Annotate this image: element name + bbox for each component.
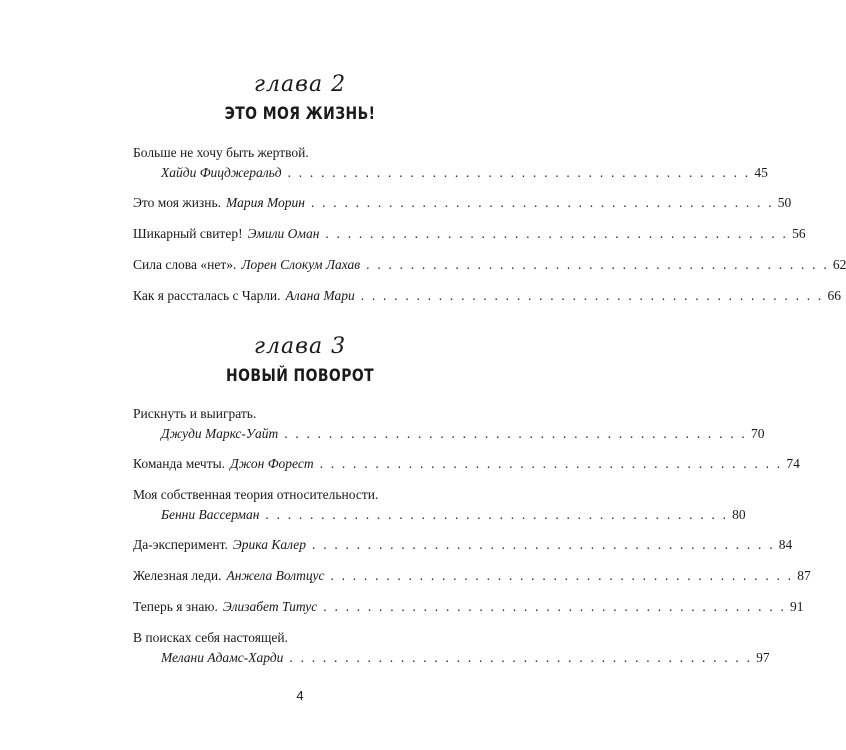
dot-leader: . . . . . . . . . . . . . . . . . . . . . . . . . . . . . . . . . . . . . . . . . . — [330, 568, 794, 583]
entry-author: Джон Форест — [230, 456, 314, 471]
toc-entry[interactable] — [133, 597, 804, 617]
dot-leader: . . . . . . . . . . . . . . . . . . . . . . . . . . . . . . . . . . . . . . . . . . — [360, 288, 824, 303]
toc-entry[interactable] — [133, 193, 792, 213]
entry-title: Больше не хочу быть жертвой. — [133, 145, 309, 160]
toc-entry[interactable] — [133, 535, 793, 555]
entry-page: 84 — [778, 537, 793, 552]
toc-entry[interactable] — [133, 286, 841, 306]
entry-page: 97 — [756, 650, 770, 665]
dot-leader: . . . . . . . . . . . . . . . . . . . . . . . . . . . . . . . . . . . . . . . . . . — [312, 537, 775, 552]
entry-page: 56 — [792, 226, 806, 241]
entry-page: 66 — [827, 288, 841, 303]
entry-title: Команда мечты. — [133, 456, 226, 471]
toc-entry[interactable] — [133, 628, 770, 668]
chapter-3-label: глава 3 — [253, 334, 347, 359]
toc-entry[interactable] — [133, 485, 746, 525]
entry-page: 87 — [797, 568, 811, 583]
entry-author: Хайди Фицджеральд — [161, 165, 282, 180]
entry-title: Сила слова «нет». — [133, 257, 237, 272]
entry-title: Это моя жизнь. — [133, 195, 222, 210]
entry-page: 62 — [832, 257, 846, 272]
entry-title: Да-эксперимент. — [133, 537, 228, 552]
entry-title: Рискнуть и выиграть. — [133, 406, 257, 421]
entry-title: Как я рассталась с Чарли. — [133, 288, 281, 303]
entry-title: Моя собственная теория относительности. — [133, 487, 379, 502]
dot-leader: . . . . . . . . . . . . . . . . . . . . . . . . . . . . . . . . . . . . . . . . . . — [289, 650, 753, 665]
dot-leader: . . . . . . . . . . . . . . . . . . . . . . . . . . . . . . . . . . . . . . . . . . — [311, 195, 774, 210]
entry-author: Анжела Волтцус — [226, 568, 325, 583]
toc-entry[interactable] — [133, 224, 806, 244]
dot-leader: . . . . . . . . . . . . . . . . . . . . . . . . . . . . . . . . . . . . . . . . . . — [319, 456, 783, 471]
entry-title: Железная леди. — [133, 568, 222, 583]
dot-leader: . . . . . . . . . . . . . . . . . . . . . . . . . . . . . . . . . . . . . . . . . . — [284, 426, 747, 441]
entry-page: 70 — [750, 426, 765, 441]
dot-leader: . . . . . . . . . . . . . . . . . . . . . . . . . . . . . . . . . . . . . . . . . . — [366, 257, 829, 272]
entry-page: 50 — [777, 195, 792, 210]
entry-page: 74 — [786, 456, 800, 471]
entry-author: Элизабет Титус — [222, 599, 318, 614]
toc-entry[interactable] — [133, 566, 811, 586]
entry-author: Джуди Маркс-Уайт — [161, 426, 279, 441]
entry-author: Эрика Калер — [232, 537, 307, 552]
dot-leader: . . . . . . . . . . . . . . . . . . . . . . . . . . . . . . . . . . . . . . . . . . — [265, 507, 729, 522]
page-number: 4 — [296, 688, 304, 703]
entry-title: Шикарный свитер! — [133, 226, 243, 241]
entry-author: Бенни Вассерман — [161, 507, 260, 522]
toc-entry[interactable] — [133, 404, 765, 444]
entry-author: Лорен Слокум Лахав — [241, 257, 361, 272]
entry-author: Алана Мари — [285, 288, 355, 303]
entry-author: Мария Морин — [226, 195, 305, 210]
entry-page: 45 — [754, 165, 768, 180]
entry-page: 80 — [732, 507, 746, 522]
chapter-2-label: глава 2 — [253, 72, 347, 97]
toc-entry[interactable] — [133, 255, 846, 275]
entry-title: Теперь я знаю. — [133, 599, 218, 614]
entry-author: Эмили Оман — [247, 226, 320, 241]
entry-page: 91 — [790, 599, 804, 614]
toc-entry[interactable] — [133, 454, 800, 474]
entry-author: Мелани Адамс-Харди — [161, 650, 284, 665]
dot-leader: . . . . . . . . . . . . . . . . . . . . . . . . . . . . . . . . . . . . . . . . . . — [325, 226, 789, 241]
dot-leader: . . . . . . . . . . . . . . . . . . . . . . . . . . . . . . . . . . . . . . . . . . — [323, 599, 787, 614]
toc-entry[interactable] — [133, 143, 768, 183]
chapter-3-title: НОВЫЙ ПОВОРОТ — [225, 366, 375, 386]
dot-leader: . . . . . . . . . . . . . . . . . . . . . . . . . . . . . . . . . . . . . . . . . . — [287, 165, 751, 180]
entry-title: В поисках себя настоящей. — [133, 630, 288, 645]
chapter-2-title: ЭТО МОЯ ЖИЗНЬ! — [224, 104, 376, 124]
